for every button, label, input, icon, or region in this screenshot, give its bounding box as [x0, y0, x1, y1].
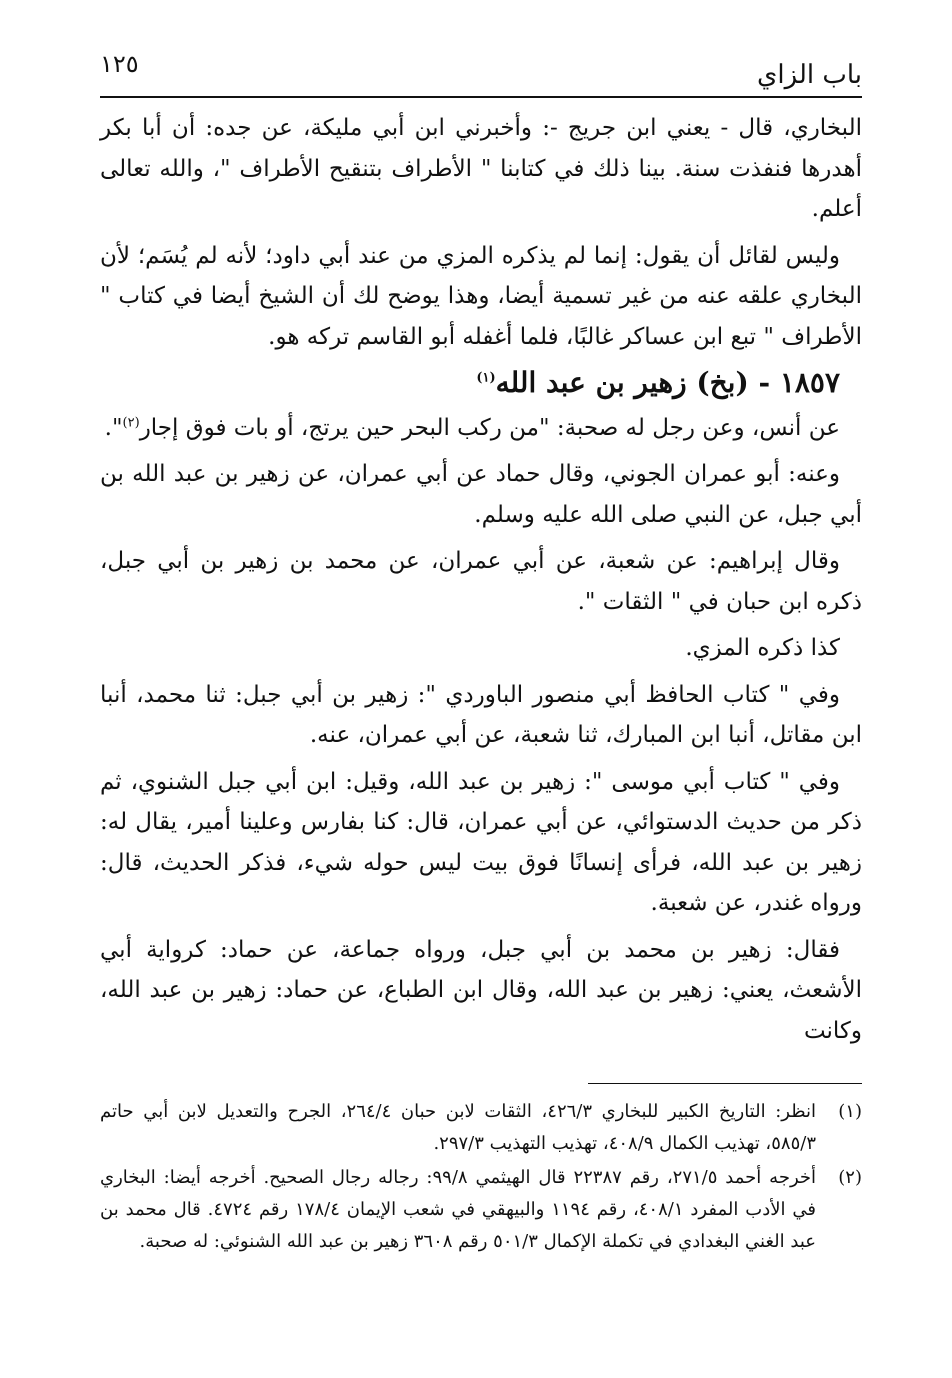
paragraph-8: وفي " كتاب أبي موسى ": زهير بن عبد الله، وقيل: ابن أبي جبل الشنوي، ثم ذكر من حديث الدستوائي، عن أبي عمران، قال: كنا بفارس وعلينا أمير، يقال له: زهير بن عبد الله، فرأى إنسانًا فوق بيت ليس حوله شيء، فذكر الحديث، قال: ورواه غندر، عن شعبة.	[100, 768, 862, 916]
footnotes	[100, 1096, 862, 1260]
footnote-ref-1: (١)	[476, 370, 496, 386]
paragraph-6: كذا ذكره المزي.	[685, 635, 840, 661]
footnote-ref-2: (٢)	[122, 414, 140, 430]
paragraph-3-end: ".	[104, 414, 123, 441]
paragraph-1: البخاري، قال - يعني ابن جريج -: وأخبرني ابن أبي مليكة، عن جده: أن أبا بكر أهدرها فنفذت سنة. بينا ذلك في كتابنا " الأطراف بتنقيح الأطراف "، والله تعالى أعلم.	[100, 115, 862, 222]
footnote-2	[100, 1162, 862, 1258]
paragraph-3-text: عن أنس، وعن رجل له صحبة: "من ركب البحر حين يرتج، أو بات فوق إجار	[139, 414, 840, 441]
paragraph-2: وليس لقائل أن يقول: إنما لم يذكره المزي من عند أبي داود؛ لأنه لم يُسَم؛ لأن البخاري علقه عنه من غير تسمية أيضا، وهذا يوضح لك أن الشيخ أيضا في كتاب " الأطراف " تبع ابن عساكر غالبًا، فلما أغفله أبو القاسم تركه هو.	[100, 242, 862, 350]
page-number: ١٢٥	[100, 50, 139, 78]
paragraph-9: فقال: زهير بن محمد بن أبي جبل، ورواه جماعة، عن حماد: كرواية أبي الأشعث، يعني: زهير بن عبد الله، وقال ابن الطباع، عن حماد: زهير بن عبد الله، وكانت	[100, 936, 862, 1044]
footnote-text: انظر: التاريخ الكبير للبخاري ٤٢٦/٣، الثقات لابن حبان ٢٦٤/٤، الجرح والتعديل لابن أبي حاتم ٥٨٥/٣، تهذيب الكمال ٤٠٨/٩، تهذيب التهذيب ٢٩٧/٣.	[100, 1101, 816, 1154]
chapter-title: باب الزاي	[757, 60, 862, 90]
paragraph-4: وعنه: أبو عمران الجوني، وقال حماد عن أبي عمران، عن زهير بن عبد الله بن أبي جبل، عن النبي صلى الله عليه وسلم.	[100, 461, 862, 528]
paragraph-7: وفي " كتاب الحافظ أبي منصور الباوردي ": زهير بن أبي جبل: ثنا محمد، أنبا ابن مقاتل، أنبا ابن المبارك، ثنا شعبة، عن أبي عمران، عنه.	[100, 681, 862, 748]
footnote-number: (٢)	[838, 1167, 862, 1188]
footnote-number: (١)	[838, 1101, 862, 1122]
footnote-divider	[588, 1083, 862, 1084]
main-text	[100, 108, 862, 1057]
footnote-1	[100, 1096, 862, 1160]
entry-heading	[100, 363, 862, 404]
entry-heading-text: ١٨٥٧ - (بخ) زهير بن عبد الله	[495, 366, 840, 399]
paragraph-5: وقال إبراهيم: عن شعبة، عن أبي عمران، عن محمد بن زهير بن أبي جبل، ذكره ابن حبان في " الثقات ".	[100, 548, 862, 615]
page-header	[100, 44, 862, 98]
paragraph-3	[100, 408, 862, 449]
footnote-text: أخرجه أحمد ٢٧١/٥، رقم ٢٢٣٨٧ قال الهيثمي ٩٩/٨: رجاله رجال الصحيح. أخرجه أيضا: البخاري في الأدب المفرد ٤٠٨/١، رقم ١١٩٤ والبيهقي في شعب الإيمان ١٧٨/٤ رقم ٤٧٢٤. قال محمد بن عبد الغني البغدادي في تكملة الإكمال ٥٠١/٣ رقم ٣٦٠٨ زهير بن عبد الله الشنوئي: له صحبة.	[100, 1167, 817, 1252]
